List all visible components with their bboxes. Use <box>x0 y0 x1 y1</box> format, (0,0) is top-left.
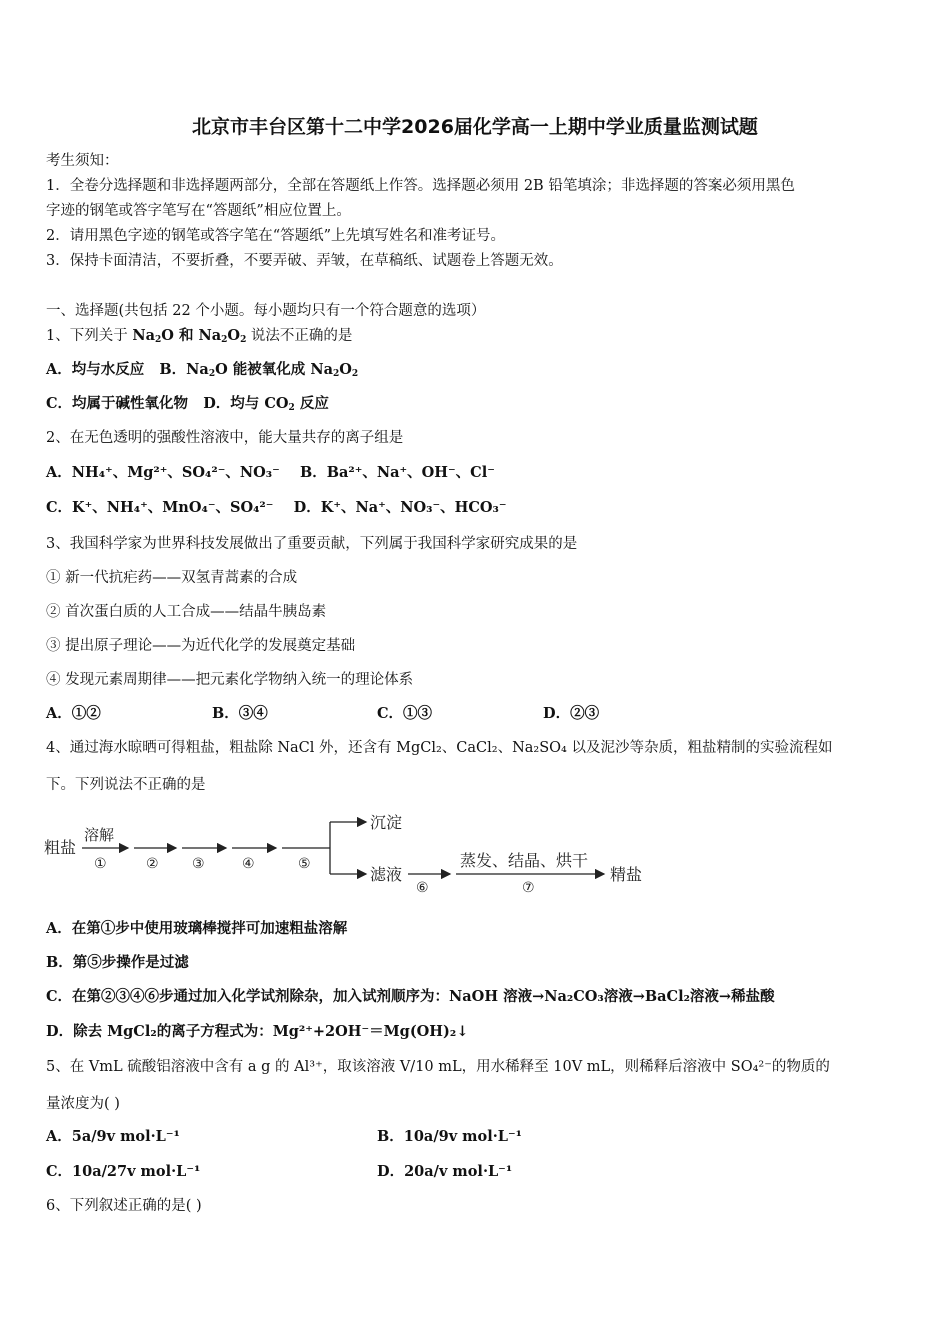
flow-step-3: ③ <box>192 856 205 872</box>
flow-start-label: 粗盐 <box>44 838 77 857</box>
flow-step-1: ① <box>94 856 107 872</box>
q3-item-2: ② 首次蛋白质的人工合成——结晶牛胰岛素 <box>46 604 327 620</box>
q1-stem-text-c: 说法不正确的是 <box>246 328 353 344</box>
notice-item-1-cont: 字迹的钢笔或答字笔写在“答题纸”相应位置上。 <box>46 203 351 219</box>
q3-item-3: ③ 提出原子理论——为近代化学的发展奠定基础 <box>46 638 356 654</box>
q4-option-d: D．除去 MgCl₂的离子方程式为：Mg²⁺+2OH⁻＝Mg(OH)₂↓ <box>46 1023 469 1040</box>
q2-option-ab <box>46 463 495 483</box>
q1-stem <box>46 326 352 350</box>
q3-item-1: ① 新一代抗疟药——双氢青蒿素的合成 <box>46 570 298 586</box>
q3-option-a: A．①② <box>46 705 101 722</box>
q3-option-b: B．③④ <box>212 705 268 722</box>
flow-step-7: ⑦ <box>522 880 535 896</box>
q4-flow-diagram <box>44 806 664 902</box>
flow-step-4: ④ <box>242 856 255 872</box>
q2-option-d: D．K⁺、Na⁺、NO₃⁻、HCO₃⁻ <box>293 499 507 516</box>
q1-formula-na2o2: $Na_2O_2$ <box>198 327 247 345</box>
q3-option-c: C．①③ <box>377 705 433 722</box>
q5-option-c: C．10a/27v mol·L⁻¹ <box>46 1163 201 1180</box>
notice-item-3: 3．保持卡面清洁，不要折叠，不要弄破、弄皱，在草稿纸、试题卷上答题无效。 <box>46 253 563 269</box>
q1-option-d: D．均与 $CO_2$ 反应 <box>203 395 329 413</box>
q4-stem-line-1: 4、通过海水晾晒可得粗盐，粗盐除 NaCl 外，还含有 MgCl₂、CaCl₂、Na₂SO₄ 以及泥沙等杂质，粗盐精制的实验流程如 <box>46 740 833 756</box>
q1-option-a: A．均与水反应 <box>46 361 145 378</box>
q1-option-b: B．$Na_2O$ 能被氧化成 $Na_2O_2$ <box>159 361 359 379</box>
q3-stem: 3、我国科学家为世界科技发展做出了重要贡献，下列属于我国科学家研究成果的是 <box>46 536 578 552</box>
q1-stem-text-a: 1、下列关于 <box>46 328 133 344</box>
flow-step-6: ⑥ <box>416 880 429 896</box>
q2-option-cd <box>46 498 507 518</box>
flow-filtrate-label: 滤液 <box>370 865 403 884</box>
q5-stem-line-2: 量浓度为( ) <box>46 1096 120 1112</box>
q5-option-b: B．10a/9v mol·L⁻¹ <box>377 1128 522 1145</box>
q4-option-c: C．在第②③④⑥步通过加入化学试剂除杂，加入试剂顺序为：NaOH 溶液→Na₂CO₃溶液→BaCl₂溶液→稀盐酸 <box>46 988 775 1005</box>
q3-item-4: ④ 发现元素周期律——把元素化学物纳入统一的理论体系 <box>46 672 414 688</box>
q4-option-b: B．第⑤步操作是过滤 <box>46 954 189 971</box>
q4-option-a: A．在第①步中使用玻璃棒搅拌可加速粗盐溶解 <box>46 920 348 937</box>
q1-option-cd <box>46 394 329 418</box>
flow-step-2: ② <box>146 856 159 872</box>
q2-option-a: A．NH₄⁺、Mg²⁺、SO₄²⁻、NO₃⁻ <box>46 464 280 481</box>
page-title: 北京市丰台区第十二中学2026届化学高一上期中学业质量监测试题 <box>192 116 758 138</box>
q4-stem-line-2: 下。下列说法不正确的是 <box>46 777 206 793</box>
section-heading: 一、选择题(共包括 22 个小题。每小题均只有一个符合题意的选项） <box>46 303 486 319</box>
q2-stem: 2、在无色透明的强酸性溶液中，能大量共存的离子组是 <box>46 430 404 446</box>
q5-option-a: A．5a/9v mol·L⁻¹ <box>46 1128 180 1145</box>
q1-stem-text-b: O 和 <box>161 327 199 344</box>
flow-end-label: 精盐 <box>610 865 643 884</box>
flow-dissolve-label: 溶解 <box>84 826 115 844</box>
flow-step-5: ⑤ <box>298 856 311 872</box>
q1-option-c: C．均属于碱性氧化物 <box>46 395 189 412</box>
q6-stem: 6、下列叙述正确的是( ) <box>46 1198 202 1214</box>
q2-option-c: C．K⁺、NH₄⁺、MnO₄⁻、SO₄²⁻ <box>46 499 274 516</box>
q1-option-ab <box>46 360 358 384</box>
notice-item-1: 1．全卷分选择题和非选择题两部分，全部在答题纸上作答。选择题必须用 2B 铅笔填涂；非选择题的答案必须用黑色 <box>46 178 795 194</box>
q5-option-d: D．20a/v mol·L⁻¹ <box>377 1163 513 1180</box>
flow-evap-label: 蒸发、结晶、烘干 <box>460 851 589 870</box>
notice-heading: 考生须知： <box>46 153 119 169</box>
q2-option-b: B．Ba²⁺、Na⁺、OH⁻、Cl⁻ <box>299 464 495 481</box>
notice-item-2: 2．请用黑色字迹的钢笔或答字笔在“答题纸”上先填写姓名和准考证号。 <box>46 228 506 244</box>
q3-option-d: D．②③ <box>543 705 600 722</box>
flow-precip-label: 沉淀 <box>370 813 403 832</box>
q1-formula-na2o: $Na_2$ <box>132 327 162 345</box>
q5-stem-line-1: 5、在 VmL 硫酸铝溶液中含有 a g 的 Al³⁺，取该溶液 V/10 mL，用水稀释至 10V mL，则稀释后溶液中 SO₄²⁻的物质的 <box>46 1059 830 1075</box>
